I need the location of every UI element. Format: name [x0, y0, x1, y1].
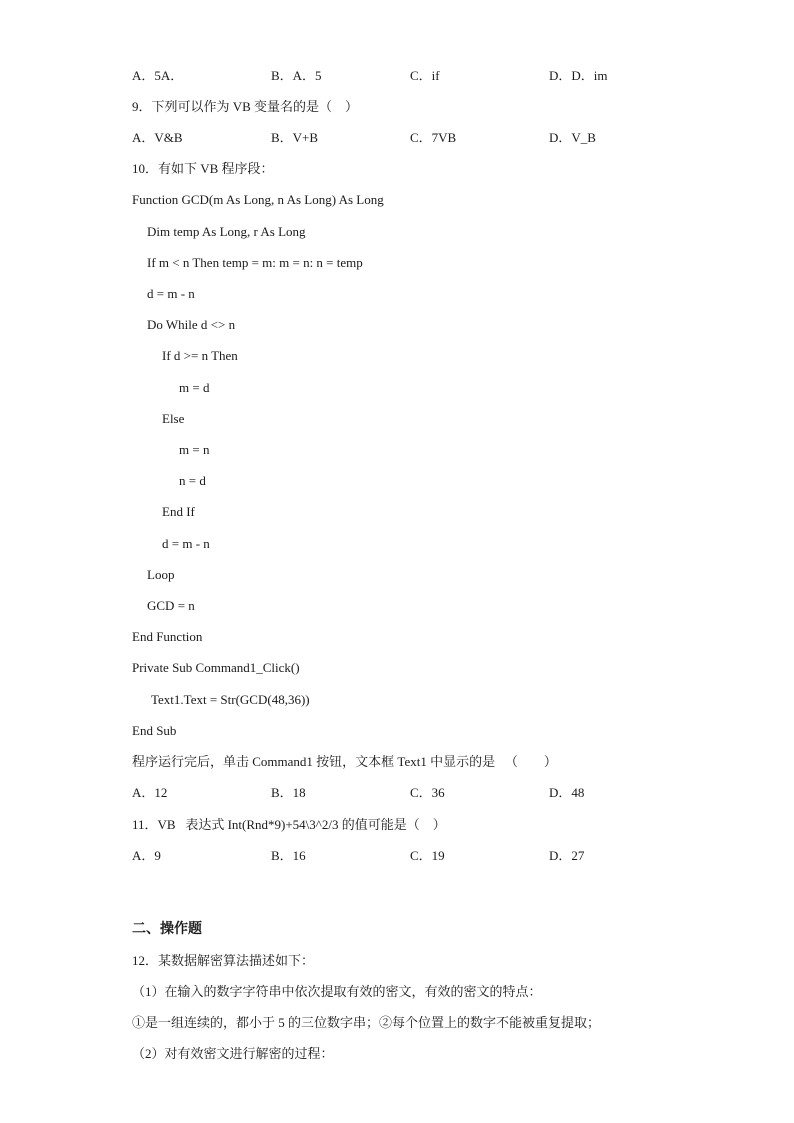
- code-line: Do While d <> n: [147, 317, 236, 332]
- q8-option-a[interactable]: A．5A．: [132, 68, 184, 83]
- code-line: d = m - n: [162, 536, 210, 551]
- q8-option-d[interactable]: D．D．im: [549, 68, 608, 83]
- q9-stem: 9．下列可以作为 VB 变量名的是（ ）: [132, 99, 359, 114]
- q11-stem: 11．VB 表达式 Int(Rnd*9)+54\3^2/3 的值可能是（ ）: [132, 817, 446, 832]
- code-line: Function GCD(m As Long, n As Long) As Long: [132, 192, 384, 207]
- q10-stem: 10．有如下 VB 程序段：: [132, 161, 274, 176]
- code-line: End Sub: [132, 723, 177, 738]
- q8-option-b[interactable]: B．A．5: [271, 68, 322, 83]
- q10-option-b[interactable]: B．18: [271, 785, 306, 800]
- q12-paragraph-2: ①是一组连续的，都小于 5 的三位数字串；②每个位置上的数字不能被重复提取；: [132, 1015, 601, 1030]
- q10-option-a[interactable]: A．12: [132, 785, 168, 800]
- code-line: If m < n Then temp = m: m = n: n = temp: [147, 255, 363, 270]
- q10-option-c[interactable]: C．36: [410, 785, 445, 800]
- code-line: Loop: [147, 567, 175, 582]
- code-line: m = n: [179, 442, 210, 457]
- code-line: If d >= n Then: [162, 348, 238, 363]
- q9-option-d[interactable]: D．V_B: [549, 130, 596, 145]
- q10-option-d[interactable]: D．48: [549, 785, 585, 800]
- q9-options: [132, 130, 692, 146]
- code-line: d = m - n: [147, 286, 195, 301]
- q11-option-b[interactable]: B．16: [271, 848, 306, 863]
- q11-option-c[interactable]: C．19: [410, 848, 445, 863]
- q12-paragraph-1: （1）在输入的数字字符串中依次提取有效的密文，有效的密文的特点：: [132, 984, 542, 999]
- q12-paragraph-3: （2）对有效密文进行解密的过程：: [132, 1046, 334, 1061]
- code-line: Else: [162, 411, 185, 426]
- q11-options: [132, 848, 692, 864]
- code-line: Private Sub Command1_Click(): [132, 660, 300, 675]
- q11-option-a[interactable]: A．9: [132, 848, 161, 863]
- q9-option-c[interactable]: C．7VB: [410, 130, 457, 145]
- code-line: End Function: [132, 629, 203, 644]
- code-line: End If: [162, 504, 195, 519]
- code-line: GCD = n: [147, 598, 195, 613]
- q8-options: [132, 68, 692, 84]
- q9-option-a[interactable]: A．V&B: [132, 130, 183, 145]
- section-heading: 二、操作题: [132, 921, 202, 937]
- code-line: Dim temp As Long, r As Long: [147, 224, 306, 239]
- code-line: m = d: [179, 380, 210, 395]
- q9-option-b[interactable]: B．V+B: [271, 130, 319, 145]
- q10-question: 程序运行完后，单击 Command1 按钮，文本框 Text1 中显示的是 （ ）: [132, 754, 557, 769]
- q10-options: [132, 785, 692, 801]
- q8-option-c[interactable]: C．if: [410, 68, 440, 83]
- code-line: Text1.Text = Str(GCD(48,36)): [151, 692, 310, 707]
- code-line: n = d: [179, 473, 206, 488]
- q12-stem: 12．某数据解密算法描述如下：: [132, 953, 315, 968]
- q11-option-d[interactable]: D．27: [549, 848, 585, 863]
